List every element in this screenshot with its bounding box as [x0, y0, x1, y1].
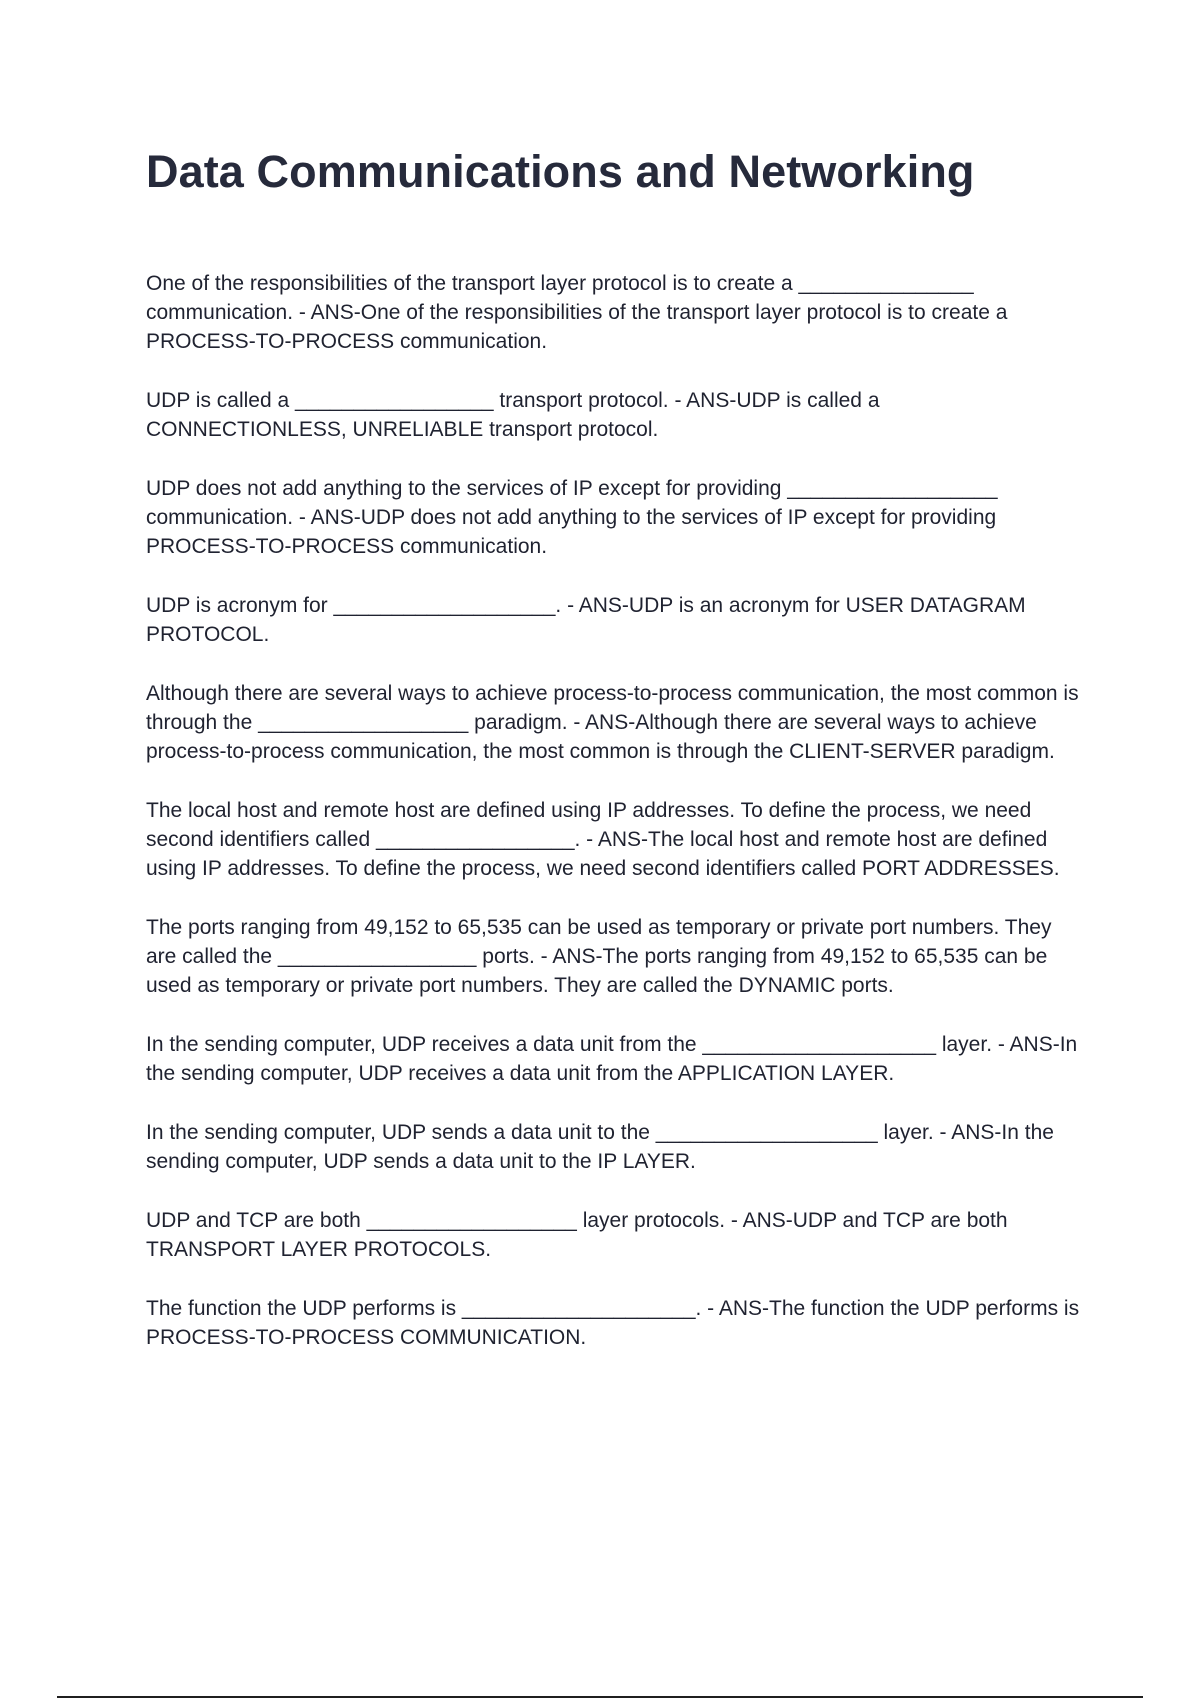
question-answer-list — [146, 269, 1086, 1352]
qa-item-10: UDP and TCP are both __________________ layer protocols. - ANS-UDP and TCP are both TRANSPORT LAYER PROTOCOLS. — [146, 1209, 1008, 1261]
qa-item-9: In the sending computer, UDP sends a data unit to the ___________________ layer. - ANS-In the sending computer, UDP sends a data unit to the IP LAYER. — [146, 1121, 1054, 1173]
qa-item-2: UDP is called a _________________ transport protocol. - ANS-UDP is called a CONNECTIONLESS, UNRELIABLE transport protocol. — [146, 389, 880, 441]
qa-item-4: UDP is acronym for ___________________. - ANS-UDP is an acronym for USER DATAGRAM PROTOCOL. — [146, 594, 1026, 646]
qa-item-1: One of the responsibilities of the transport layer protocol is to create a _______________ communication. - ANS-One of the responsibilities of the transport layer protocol is to create a PROCESS-TO-PROCESS communication. — [146, 272, 1008, 353]
qa-item-7: The ports ranging from 49,152 to 65,535 can be used as temporary or private port numbers. They are called the _________________ ports. - ANS-The ports ranging from 49,152 to 65,535 can be used as temporary or private port numbers. They are called the DYNAMIC ports. — [146, 916, 1052, 997]
footer-divider — [57, 1696, 1143, 1698]
qa-item-5: Although there are several ways to achieve process-to-process communication, the most common is through the __________________ paradigm. - ANS-Although there are several ways to achieve process-to-process communication, the most common is through the CLIENT-SERVER paradigm. — [146, 682, 1079, 763]
qa-item-11: The function the UDP performs is ____________________. - ANS-The function the UDP performs is PROCESS-TO-PROCESS COMMUNICATION. — [146, 1297, 1080, 1349]
document-title: Data Communications and Networking — [146, 146, 975, 197]
qa-item-6: The local host and remote host are defined using IP addresses. To define the process, we need second identifiers called _________________. - ANS-The local host and remote host are defined using IP addresses. To define the process, we need second identifiers called PORT ADDRESSES. — [146, 799, 1060, 880]
qa-item-3: UDP does not add anything to the services of IP except for providing __________________ communication. - ANS-UDP does not add anything to the services of IP except for providing PROCESS-TO-PROCESS communication. — [146, 477, 998, 558]
qa-item-8: In the sending computer, UDP receives a data unit from the ____________________ layer. - ANS-In the sending computer, UDP receives a data unit from the APPLICATION LAYER. — [146, 1033, 1078, 1085]
